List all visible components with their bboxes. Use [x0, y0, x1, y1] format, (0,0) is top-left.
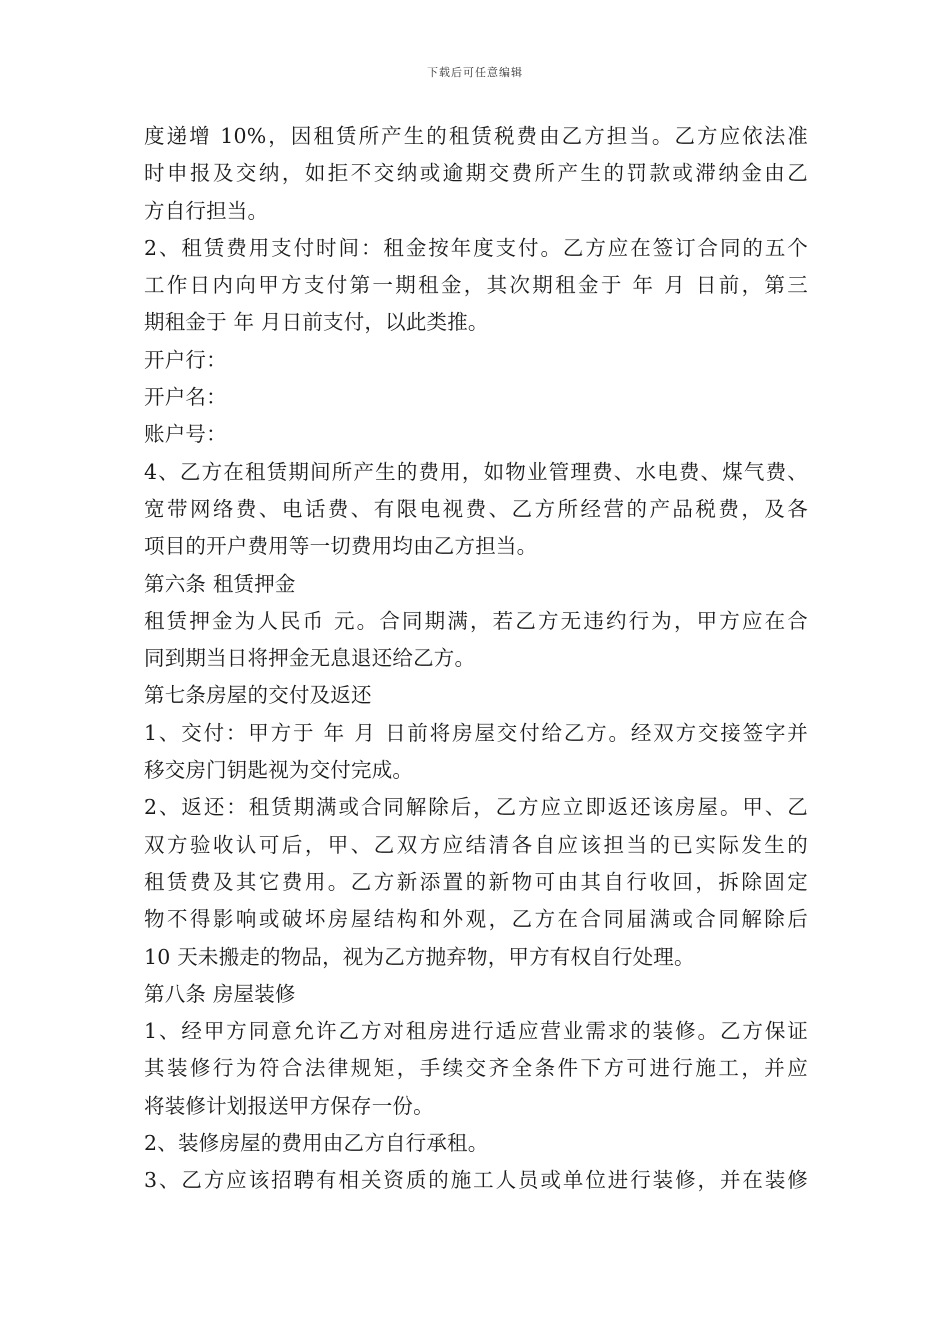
text-line: 期租金于 年 月日前支付，以此类推。: [144, 310, 489, 335]
text-line: 物不得影响或破坏房屋结构和外观，乙方在合同届满或合同解除后: [144, 907, 808, 932]
text-line: 2、租赁费用支付时间：租金按年度支付。乙方应在签订合同的五个: [144, 235, 808, 260]
text-line: 3、乙方应该招聘有相关资质的施工人员或单位进行装修，并在装修: [144, 1168, 808, 1193]
text-line: 项目的开户费用等一切费用均由乙方担当。: [144, 534, 538, 559]
text-line: 方自行担当。: [144, 198, 269, 223]
text-line: 第六条 租赁押金: [144, 571, 296, 596]
text-line: 移交房门钥匙视为交付完成。: [144, 758, 414, 783]
text-line: 租赁押金为人民币 元。合同期满，若乙方无违约行为，甲方应在合: [144, 608, 808, 633]
text-line: 第八条 房屋装修: [144, 981, 296, 1006]
text-line: 其装修行为符合法律规矩，手续交齐全条件下方可进行施工，并应: [144, 1056, 808, 1081]
text-line: 度递增 10%，因租赁所产生的租赁税费由乙方担当。乙方应依法准: [144, 124, 808, 148]
text-line: 第七条房屋的交付及返还: [144, 683, 372, 708]
header-note: 下载后可任意编辑: [427, 66, 523, 79]
text-line: 双方验收认可后，甲、乙双方应结清各自应该担当的已实际发生的: [144, 832, 808, 857]
text-line: 同到期当日将押金无息退还给乙方。: [144, 646, 476, 671]
text-line: 4、乙方在租赁期间所产生的费用，如物业管理费、水电费、煤气费、: [144, 459, 808, 484]
text-line: 开户名：: [144, 385, 227, 410]
text-line: 1、经甲方同意允许乙方对租房进行适应营业需求的装修。乙方保证: [144, 1019, 808, 1044]
text-line: 2、装修房屋的费用由乙方自行承租。: [144, 1131, 489, 1156]
text-line: 时申报及交纳，如拒不交纳或逾期交费所产生的罚款或滞纳金由乙: [144, 161, 808, 186]
text-line: 2、返还：租赁期满或合同解除后，乙方应立即返还该房屋。甲、乙: [144, 795, 808, 820]
text-line: 10 天未搬走的物品，视为乙方抛弃物，甲方有权自行处理。: [144, 944, 695, 969]
text-line: 账户号：: [144, 422, 227, 447]
text-line: 1、交付：甲方于 年 月 日前将房屋交付给乙方。经双方交接签字并: [144, 720, 808, 745]
text-line: 租赁费及其它费用。乙方新添置的新物可由其自行收回，拆除固定: [144, 869, 808, 894]
text-line: 工作日内向甲方支付第一期租金，其次期租金于 年 月 日前，第三: [144, 273, 808, 298]
text-line: 将装修计划报送甲方保存一份。: [144, 1093, 434, 1118]
text-line: 宽带网络费、电话费、有限电视费、乙方所经营的产品税费，及各: [144, 496, 808, 521]
text-line: 开户行：: [144, 347, 227, 372]
contract-body: [144, 118, 808, 1200]
